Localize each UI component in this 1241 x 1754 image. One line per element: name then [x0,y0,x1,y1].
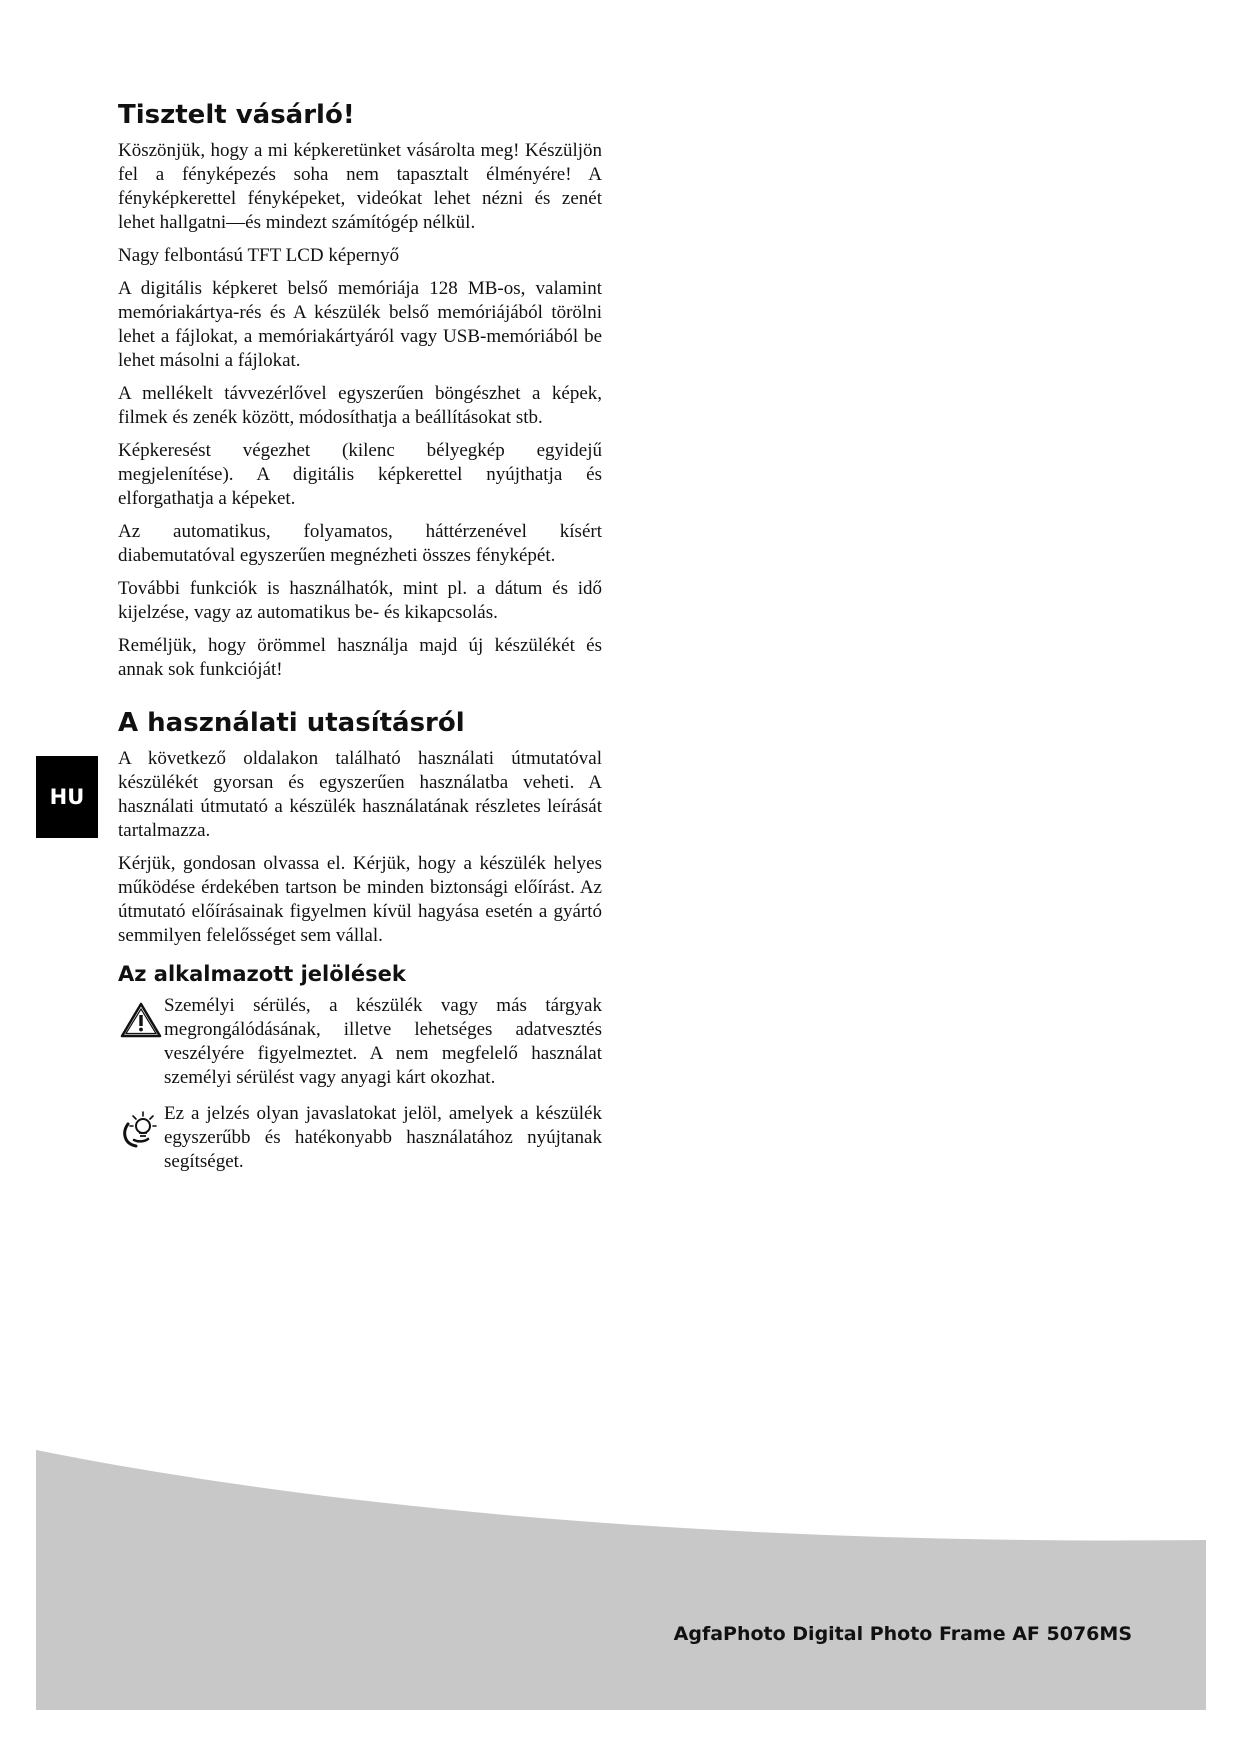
warning-triangle-icon [118,998,164,1044]
heading-about-manual: A használati utasításról [118,708,465,739]
paragraph-manual-read: Kérjük, gondosan olvassa el. Kérjük, hogy a készülék helyes működése érdekében tartson be minden biztonsági előírást. Az útmutató előírásainak figyelmen kívül hagyása esetén a gyártó semmilyen felelősséget sem vállal. [118,853,602,947]
heading-symbols: Az alkalmazott jelölések [118,962,406,987]
paragraph-intro: Köszönjük, hogy a mi képkeretünket vásárolta meg! Készüljön fel a fényképezés soha nem tapasztalt élményére! A fényképkerettel fényképeket, videókat lehet nézni és zenét lehet hallgatni—és mindezt számítógép nélkül. [118,140,602,234]
warning-note [118,994,602,1090]
paragraph-memory: A digitális képkeret belső memóriája 128 MB-os, valamint memóriakártya-rés és A készülék belső memóriájából törölni lehet a fájlokat, a memóriakártyáról vagy USB-memóriából be lehet másolni a fájlokat. [118,278,602,372]
paragraph-thumbnails: Képkeresést végezhet (kilenc bélyegkép egyidejű megjelenítése). A digitális képkerettel nyújthatja és elforgathatja a képeket. [118,440,602,510]
paragraph-functions: További funkciók is használhatók, mint pl. a dátum és idő kijelzése, vagy az automatikus be- és kikapcsolás. [118,578,602,624]
tip-text: Ez a jelzés olyan javaslatokat jelöl, amelyek a készülék egyszerűbb és hatékonyabb használatához nyújtanak segítséget. [164,1102,602,1172]
paragraph-manual-intro: A következő oldalakon található használati útmutatóval készülékét gyorsan és egyszerűen használatba veheti. A használati útmutató a készülék használatának részletes leírását tartalmazza. [118,748,602,842]
main-column [118,100,602,1186]
lightbulb-hand-icon [118,1106,164,1152]
paragraph-lcd: Nagy felbontású TFT LCD képernyő [118,245,400,267]
paragraph-closing: Reméljük, hogy örömmel használja majd új készülékét és annak sok funkcióját! [118,635,602,681]
heading-dear-customer: Tisztelt vásárló! [118,100,355,130]
language-tab: HU [36,756,98,838]
tip-note [118,1102,602,1174]
footer-product-title: AgfaPhoto Digital Photo Frame AF 5076MS [673,1623,1132,1645]
paragraph-slideshow: Az automatikus, folyamatos, háttérzenével kísért diabemutatóval egyszerűen megnézheti összes fényképét. [118,521,602,567]
paragraph-remote: A mellékelt távvezérlővel egyszerűen böngészhet a képek, filmek és zenék között, módosíthatja a beállításokat stb. [118,383,602,429]
footer-band [36,1450,1206,1710]
warning-text: Személyi sérülés, a készülék vagy más tárgyak megrongálódásának, illetve lehetséges adatvesztés veszélyére figyelmeztet. A nem megfelelő használat személyi sérülést vagy anyagi kárt okozhat. [164,994,602,1088]
